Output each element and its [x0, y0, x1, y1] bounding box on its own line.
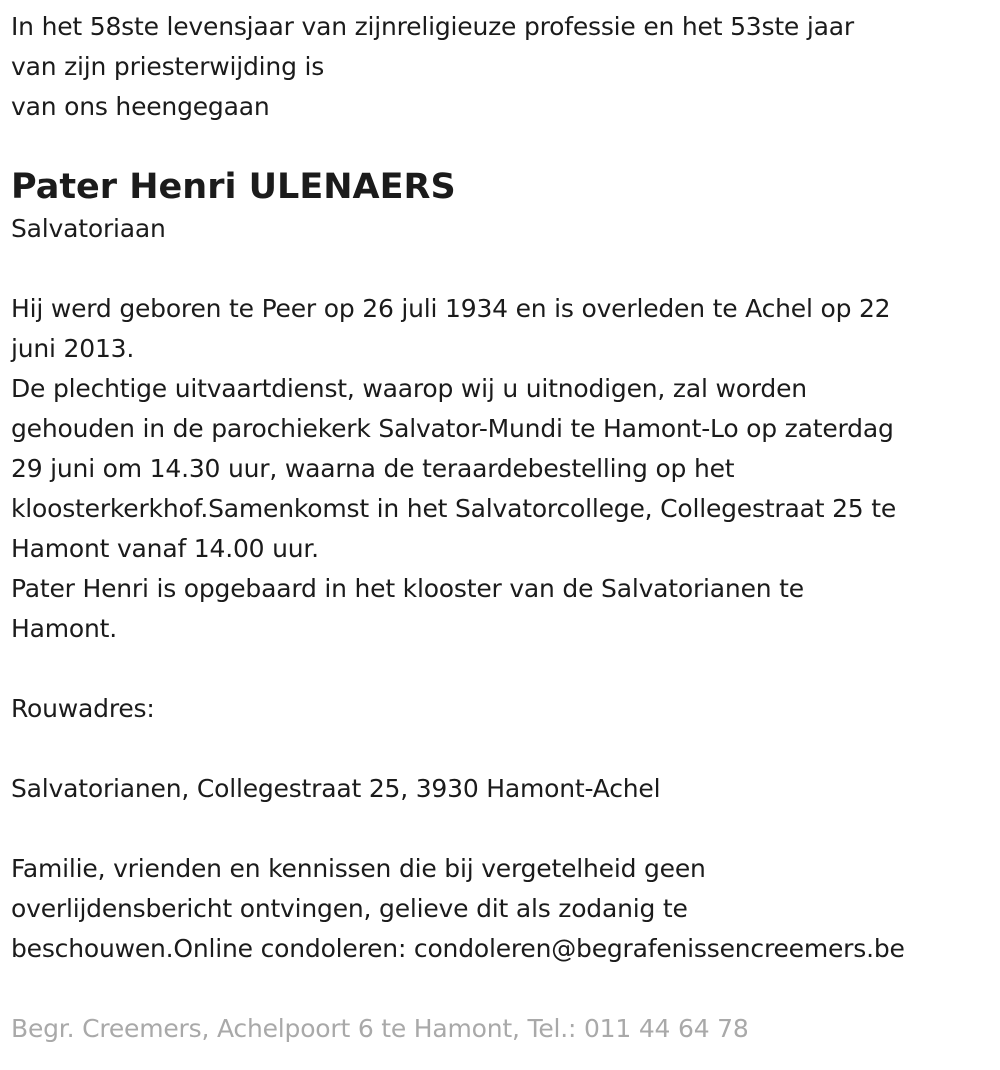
closing-block: [11, 849, 986, 969]
closing-line: Familie, vrienden en kennissen die bij vergetelheid geen: [11, 854, 706, 883]
funeral-home-footer: Begr. Creemers, Achelpoort 6 te Hamont, Tel.: 011 44 64 78: [11, 1014, 749, 1043]
body-line: juni 2013.: [11, 334, 135, 363]
body-line: Hamont.: [11, 614, 117, 643]
deceased-name: Pater Henri ULENAERS: [11, 167, 456, 207]
body-line: 29 juni om 14.30 uur, waarna de teraardebestelling op het: [11, 454, 735, 483]
obituary-notice: [11, 7, 986, 1049]
body-line: Pater Henri is opgebaard in het klooster van de Salvatorianen te: [11, 574, 804, 603]
body-block: [11, 289, 986, 649]
intro-line: van ons heengegaan: [11, 92, 270, 121]
intro-line: van zijn priesterwijding is: [11, 52, 325, 81]
body-line: Hamont vanaf 14.00 uur.: [11, 534, 319, 563]
deceased-title: Salvatoriaan: [11, 214, 166, 243]
closing-line: beschouwen.Online condoleren: condoleren@begrafenissencreemers.be: [11, 934, 905, 963]
body-line: Hij werd geboren te Peer op 26 juli 1934 en is overleden te Achel op 22: [11, 294, 891, 323]
closing-line: overlijdensbericht ontvingen, gelieve dit als zodanig te: [11, 894, 688, 923]
body-line: De plechtige uitvaartdienst, waarop wij u uitnodigen, zal worden: [11, 374, 807, 403]
mourning-address: Salvatorianen, Collegestraat 25, 3930 Hamont-Achel: [11, 774, 661, 803]
mourning-address-label: Rouwadres:: [11, 694, 155, 723]
intro-line: In het 58ste levensjaar van zijnreligieuze professie en het 53ste jaar: [11, 12, 854, 41]
body-line: kloosterkerkhof.Samenkomst in het Salvatorcollege, Collegestraat 25 te: [11, 494, 897, 523]
intro-block: [11, 7, 986, 127]
body-line: gehouden in de parochiekerk Salvator-Mundi te Hamont-Lo op zaterdag: [11, 414, 894, 443]
